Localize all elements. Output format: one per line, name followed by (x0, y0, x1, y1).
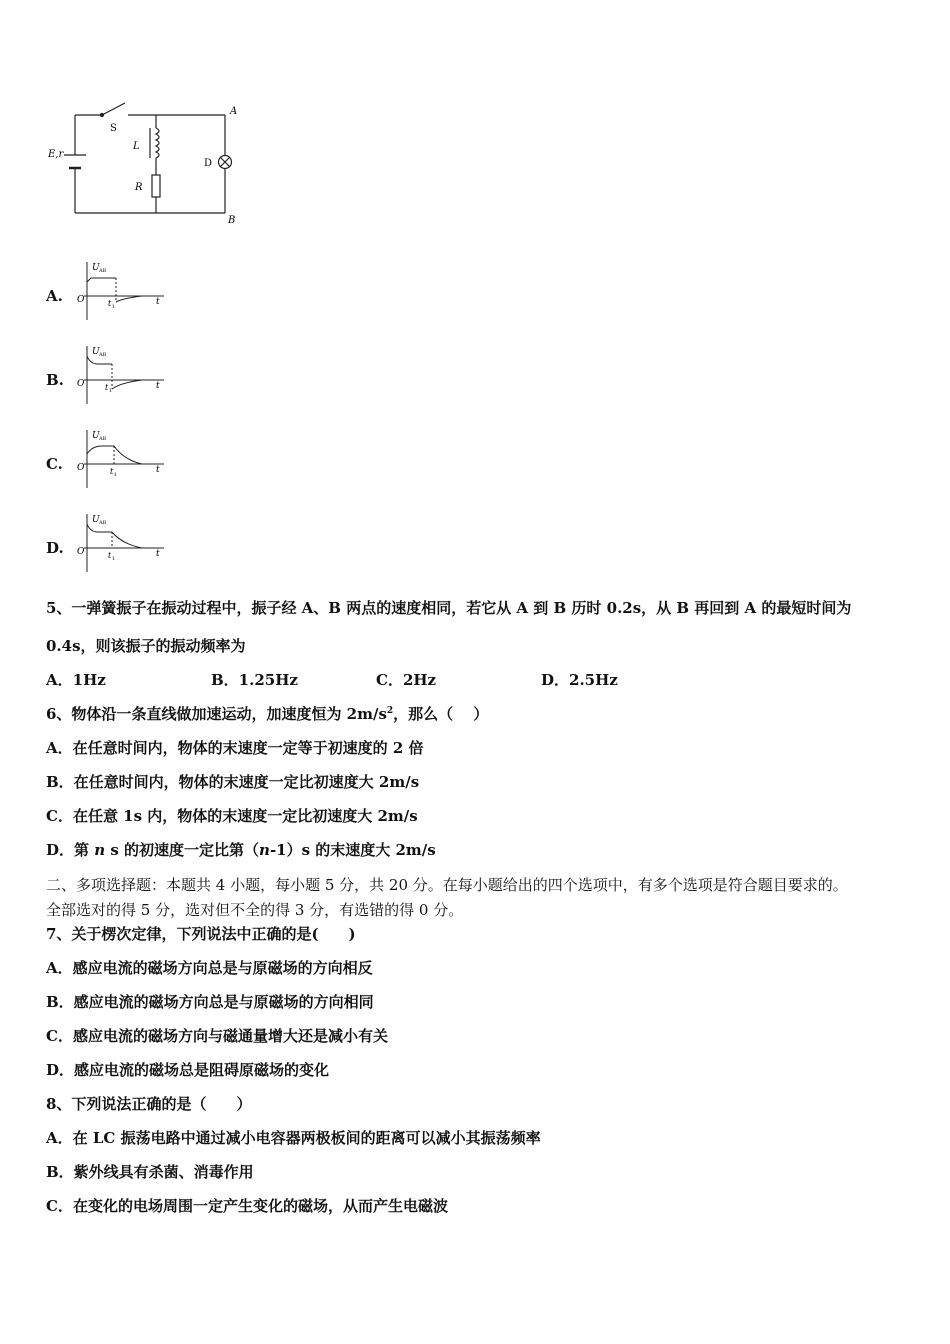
svg-text:t: t (156, 381, 160, 391)
lamp-label: D (204, 158, 213, 169)
svg-text:t: t (108, 551, 112, 560)
q6-option-c[interactable]: C．在任意 1s 内，物体的末速度一定比初速度大 2m/s (46, 807, 418, 825)
q8-option-b[interactable]: B．紫外线具有杀菌、消毒作用 (46, 1163, 254, 1181)
q8-stem: 8、下列说法正确的是（ ） (46, 1095, 252, 1113)
option-c-letter: C. (46, 455, 63, 473)
svg-text:U: U (92, 263, 100, 273)
q8-option-a[interactable]: A．在 LC 振荡电路中通过减小电容器两极板间的距离可以减小其振荡频率 (46, 1129, 541, 1147)
svg-text:t: t (156, 549, 160, 559)
svg-text:t: t (105, 383, 109, 392)
graph-option-d (72, 510, 172, 574)
q5-stem-line2: 0.4s，则该振子的振动频率为 (46, 637, 246, 655)
node-a-label: A (230, 106, 238, 117)
q5-option-d[interactable]: D．2.5Hz (541, 671, 618, 689)
q6-option-b[interactable]: B．在任意时间内，物体的末速度一定比初速度大 2m/s (46, 773, 420, 791)
option-a-letter: A. (46, 287, 63, 305)
switch-label: S (110, 123, 117, 134)
q7-stem: 7、关于楞次定律，下列说法中正确的是( ) (46, 925, 356, 943)
q7-option-d[interactable]: D．感应电流的磁场总是阻碍原磁场的变化 (46, 1061, 330, 1079)
svg-text:1: 1 (112, 556, 116, 562)
svg-text:t: t (156, 465, 160, 475)
q7-option-c[interactable]: C．感应电流的磁场方向与磁通量增大还是减小有关 (46, 1027, 388, 1045)
q5-option-a[interactable]: A．1Hz (46, 671, 106, 689)
source-label: E,r (48, 149, 64, 160)
option-b-letter: B. (46, 371, 64, 389)
svg-text:t: t (110, 467, 114, 476)
svg-text:O: O (77, 547, 85, 557)
graph-option-a (72, 258, 172, 322)
svg-text:AB: AB (99, 268, 107, 274)
q8-option-c[interactable]: C．在变化的电场周围一定产生变化的磁场，从而产生电磁波 (46, 1197, 448, 1215)
svg-text:t: t (156, 297, 160, 307)
graph-option-b (72, 342, 172, 406)
circuit-diagram (40, 100, 250, 230)
resistor-label: R (135, 182, 143, 193)
q7-option-b[interactable]: B．感应电流的磁场方向总是与原磁场的方向相同 (46, 993, 374, 1011)
q6-option-d[interactable]: D．第 n s 的初速度一定比第（n-1）s 的末速度大 2m/s (46, 841, 436, 859)
svg-text:t: t (108, 299, 112, 308)
svg-text:1: 1 (112, 304, 116, 310)
svg-text:AB: AB (99, 520, 107, 526)
svg-text:AB: AB (99, 436, 107, 442)
node-b-label: B (228, 215, 236, 226)
svg-text:1: 1 (114, 472, 118, 478)
q5-option-b[interactable]: B．1.25Hz (211, 671, 298, 689)
q5-stem-line1: 5、一弹簧振子在振动过程中，振子经 A、B 两点的速度相同，若它从 A 到 B 历时 0.2s，从 B 再回到 A 的最短时间为 (46, 599, 852, 617)
inductor-label: L (133, 141, 140, 152)
q6-option-a[interactable]: A．在任意时间内，物体的末速度一定等于初速度的 2 倍 (46, 739, 424, 757)
q7-option-a[interactable]: A．感应电流的磁场方向总是与原磁场的方向相反 (46, 959, 373, 977)
svg-text:O: O (77, 379, 85, 389)
svg-text:O: O (77, 463, 85, 473)
section2-line1: 二、多项选择题：本题共 4 小题，每小题 5 分，共 20 分。在每小题给出的四个选项中，有多个选项是符合题目要求的。 (46, 876, 848, 894)
svg-text:U: U (92, 431, 100, 441)
q5-options (46, 669, 661, 690)
svg-text:O: O (77, 295, 85, 305)
q5-option-c[interactable]: C．2Hz (376, 671, 437, 689)
option-d-letter: D. (46, 539, 64, 557)
svg-text:AB: AB (99, 352, 107, 358)
svg-text:U: U (92, 347, 100, 357)
graph-option-c (72, 426, 172, 490)
q6-stem: 6、物体沿一条直线做加速运动，加速度恒为 $2m/s^2$，那么（ ） (46, 705, 489, 723)
section2-line2: 全部选对的得 5 分，选对但不全的得 3 分，有选错的得 0 分。 (46, 901, 464, 919)
svg-text:1: 1 (109, 388, 113, 394)
svg-text:U: U (92, 515, 100, 525)
